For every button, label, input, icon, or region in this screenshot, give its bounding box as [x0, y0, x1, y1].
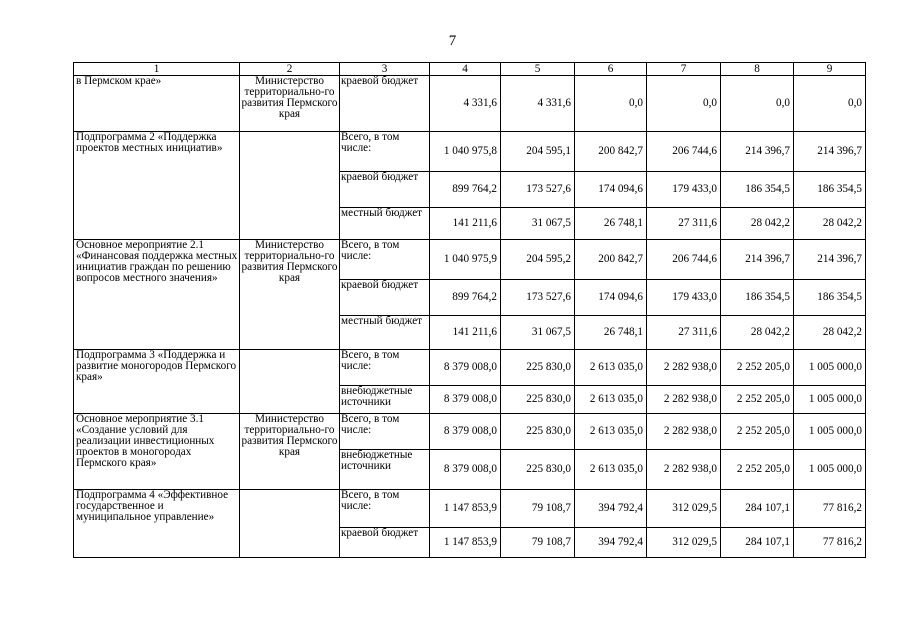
amount-cell: 200 842,7 [575, 132, 647, 172]
amount-cell: 214 396,7 [721, 240, 794, 280]
funding-source-cell: Всего, в том числе: [340, 490, 430, 528]
responsible-cell: Министерство территориально-го развития Пермского края [240, 240, 340, 350]
amount-cell: 214 396,7 [721, 132, 794, 172]
amount-cell: 28 042,2 [721, 316, 794, 350]
amount-cell: 0,0 [794, 76, 866, 132]
amount-cell: 312 029,5 [647, 528, 721, 558]
amount-cell: 8 379 008,0 [430, 414, 501, 450]
amount-cell: 186 354,5 [794, 280, 866, 316]
amount-cell: 394 792,4 [575, 528, 647, 558]
amount-cell: 899 764,2 [430, 172, 501, 208]
budget-table [73, 62, 866, 558]
funding-source-cell: внебюджетные источники [340, 386, 430, 414]
funding-source-cell: Всего, в том числе: [340, 132, 430, 172]
amount-cell: 4 331,6 [501, 76, 575, 132]
column-number-cell: 7 [647, 63, 721, 76]
amount-cell: 179 433,0 [647, 172, 721, 208]
column-number-cell: 2 [240, 63, 340, 76]
amount-cell: 31 067,5 [501, 316, 575, 350]
funding-source-cell: краевой бюджет [340, 280, 430, 316]
amount-cell: 2 282 938,0 [647, 414, 721, 450]
table-row [74, 350, 866, 386]
amount-cell: 77 816,2 [794, 528, 866, 558]
table-row [74, 490, 866, 528]
responsible-cell: Министерство территориально-го развития Пермского края [240, 76, 340, 132]
amount-cell: 31 067,5 [501, 208, 575, 240]
amount-cell: 225 830,0 [501, 414, 575, 450]
amount-cell: 2 613 035,0 [575, 350, 647, 386]
program-name-cell: Подпрограмма 3 «Поддержка и развитие моногородов Пермского края» [74, 350, 240, 414]
responsible-cell [240, 350, 340, 414]
amount-cell: 186 354,5 [721, 172, 794, 208]
amount-cell: 2 613 035,0 [575, 450, 647, 490]
amount-cell: 312 029,5 [647, 490, 721, 528]
amount-cell: 1 040 975,8 [430, 132, 501, 172]
amount-cell: 8 379 008,0 [430, 386, 501, 414]
amount-cell: 2 252 205,0 [721, 386, 794, 414]
amount-cell: 186 354,5 [721, 280, 794, 316]
amount-cell: 28 042,2 [794, 316, 866, 350]
amount-cell: 0,0 [721, 76, 794, 132]
amount-cell: 899 764,2 [430, 280, 501, 316]
program-name-cell: Подпрограмма 2 «Поддержка проектов местных инициатив» [74, 132, 240, 240]
funding-source-cell: краевой бюджет [340, 76, 430, 132]
amount-cell: 79 108,7 [501, 490, 575, 528]
table-row [74, 414, 866, 450]
program-name-cell: Основное мероприятие 3.1 «Создание условий для реализации инвестиционных проектов в моногородах Пермского края» [74, 414, 240, 490]
amount-cell: 2 252 205,0 [721, 450, 794, 490]
program-name-cell: Подпрограмма 4 «Эффективное государственное и муниципальное управление» [74, 490, 240, 558]
amount-cell: 2 282 938,0 [647, 350, 721, 386]
table-row [74, 132, 866, 172]
amount-cell: 204 595,1 [501, 132, 575, 172]
amount-cell: 8 379 008,0 [430, 350, 501, 386]
amount-cell: 27 311,6 [647, 316, 721, 350]
amount-cell: 394 792,4 [575, 490, 647, 528]
amount-cell: 1 005 000,0 [794, 450, 866, 490]
amount-cell: 214 396,7 [794, 240, 866, 280]
program-name-cell: Основное мероприятие 2.1 «Финансовая поддержка местных инициатив граждан по решению вопросов местного значения» [74, 240, 240, 350]
amount-cell: 174 094,6 [575, 280, 647, 316]
amount-cell: 186 354,5 [794, 172, 866, 208]
column-number-row [74, 63, 866, 76]
amount-cell: 284 107,1 [721, 490, 794, 528]
amount-cell: 28 042,2 [721, 208, 794, 240]
amount-cell: 1 147 853,9 [430, 528, 501, 558]
column-number-cell: 8 [721, 63, 794, 76]
column-number-cell: 6 [575, 63, 647, 76]
column-number-cell: 3 [340, 63, 430, 76]
funding-source-cell: местный бюджет [340, 208, 430, 240]
amount-cell: 225 830,0 [501, 350, 575, 386]
amount-cell: 26 748,1 [575, 316, 647, 350]
column-number-cell: 5 [501, 63, 575, 76]
table-row [74, 240, 866, 280]
amount-cell: 225 830,0 [501, 386, 575, 414]
amount-cell: 1 005 000,0 [794, 386, 866, 414]
amount-cell: 1 005 000,0 [794, 414, 866, 450]
amount-cell: 204 595,2 [501, 240, 575, 280]
amount-cell: 206 744,6 [647, 240, 721, 280]
amount-cell: 2 613 035,0 [575, 414, 647, 450]
table-row [74, 76, 866, 132]
funding-source-cell: краевой бюджет [340, 528, 430, 558]
amount-cell: 141 211,6 [430, 208, 501, 240]
column-number-cell: 4 [430, 63, 501, 76]
amount-cell: 141 211,6 [430, 316, 501, 350]
funding-source-cell: краевой бюджет [340, 172, 430, 208]
amount-cell: 284 107,1 [721, 528, 794, 558]
amount-cell: 2 282 938,0 [647, 386, 721, 414]
amount-cell: 179 433,0 [647, 280, 721, 316]
amount-cell: 174 094,6 [575, 172, 647, 208]
page-number: 7 [448, 33, 457, 49]
amount-cell: 225 830,0 [501, 450, 575, 490]
responsible-cell [240, 490, 340, 558]
funding-source-cell: внебюджетные источники [340, 450, 430, 490]
amount-cell: 173 527,6 [501, 172, 575, 208]
amount-cell: 8 379 008,0 [430, 450, 501, 490]
responsible-cell: Министерство территориально-го развития Пермского края [240, 414, 340, 490]
amount-cell: 1 040 975,9 [430, 240, 501, 280]
amount-cell: 26 748,1 [575, 208, 647, 240]
amount-cell: 77 816,2 [794, 490, 866, 528]
amount-cell: 2 613 035,0 [575, 386, 647, 414]
amount-cell: 1 147 853,9 [430, 490, 501, 528]
amount-cell: 2 282 938,0 [647, 450, 721, 490]
amount-cell: 28 042,2 [794, 208, 866, 240]
column-number-cell: 9 [794, 63, 866, 76]
program-name-cell: в Пермском крае» [74, 76, 240, 132]
funding-source-cell: Всего, в том числе: [340, 350, 430, 386]
amount-cell: 2 252 205,0 [721, 414, 794, 450]
amount-cell: 79 108,7 [501, 528, 575, 558]
amount-cell: 173 527,6 [501, 280, 575, 316]
amount-cell: 27 311,6 [647, 208, 721, 240]
amount-cell: 1 005 000,0 [794, 350, 866, 386]
funding-source-cell: Всего, в том числе: [340, 414, 430, 450]
responsible-cell [240, 132, 340, 240]
column-number-cell: 1 [74, 63, 240, 76]
amount-cell: 4 331,6 [430, 76, 501, 132]
amount-cell: 214 396,7 [794, 132, 866, 172]
amount-cell: 206 744,6 [647, 132, 721, 172]
amount-cell: 2 252 205,0 [721, 350, 794, 386]
funding-source-cell: местный бюджет [340, 316, 430, 350]
amount-cell: 0,0 [647, 76, 721, 132]
amount-cell: 200 842,7 [575, 240, 647, 280]
funding-source-cell: Всего, в том числе: [340, 240, 430, 280]
amount-cell: 0,0 [575, 76, 647, 132]
